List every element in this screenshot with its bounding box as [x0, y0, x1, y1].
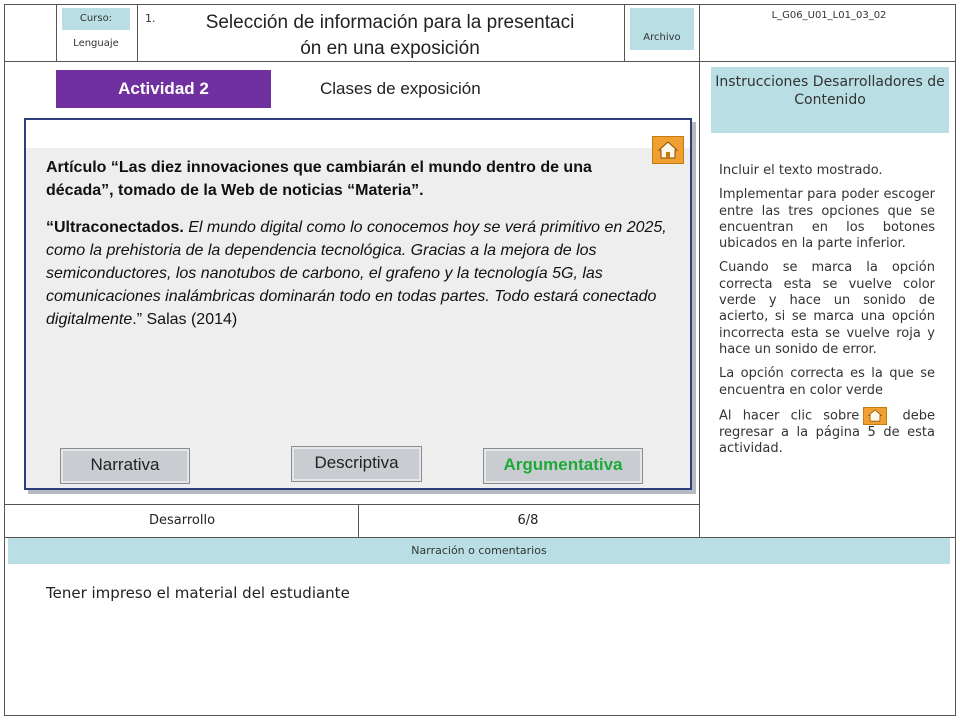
page-title — [160, 10, 620, 62]
quote-source: .” Salas (2014) — [132, 311, 238, 328]
instructions-text — [719, 163, 935, 465]
activity-badge: Actividad 2 — [56, 70, 271, 108]
quote-heading: “Ultraconectados. — [46, 219, 184, 236]
curso-value: Lenguaje — [73, 38, 119, 49]
narration-note: Tener impreso el material del estudiante — [46, 584, 350, 602]
page-title-line-1: Selección de información para la presentaci — [205, 12, 575, 33]
page-counter: 6/8 — [517, 513, 539, 528]
home-icon — [863, 407, 887, 425]
option-narrativa-button[interactable]: Narrativa — [60, 448, 190, 484]
page-title-line-2: ón en una exposición — [300, 38, 480, 59]
instruction-5 — [719, 407, 935, 458]
stage-label: Desarrollo — [148, 513, 216, 528]
article-intro-line-2: década”, tomado de la Web de noticias “Materia”. — [46, 182, 424, 199]
option-descriptiva-button[interactable]: Descriptiva — [291, 446, 422, 482]
instruction-2: Implementar para poder escoger entre las tres opciones que se encuentran en los botones ubicados en la parte inferior. — [719, 187, 935, 252]
instruction-1: Incluir el texto mostrado. — [719, 163, 883, 178]
archivo-label: Archivo — [630, 8, 694, 50]
lesson-number: 1. — [145, 12, 156, 25]
option-argumentativa-button[interactable]: Argumentativa — [483, 448, 643, 484]
instruction-4: La opción correcta es la que se encuentra en color verde — [719, 366, 935, 398]
file-code: L_G06_U01_L01_03_02 — [771, 10, 887, 21]
article-text — [46, 156, 682, 345]
instruction-3: Cuando se marca la opción correcta esta se vuelve color verde y hace un sonido de acierto, si se marca una opción incorrecta esta se vuelve roja y hace un sonido de error. — [719, 260, 935, 357]
curso-label: Curso: — [62, 8, 130, 30]
article-intro-line-1: Artículo “Las diez innovaciones que cambiarán el mundo dentro de una — [46, 159, 592, 176]
quote-body: El mundo digital como lo conocemos hoy se verá primitivo en 2025, como la prehistoria de la dependencia tecnológica. Gracias a la mejora de los semiconductores, los nanotubos de carbono, el grafeno y la tecnología 5G, las comunicaciones inalámbricas dominarán todo en todas partes. Todo estará conectado digitalmente — [46, 219, 667, 328]
article-intro — [46, 156, 682, 202]
instructions-header: Instrucciones Desarrolladores de Contenido — [711, 67, 949, 133]
article-quote — [46, 216, 682, 331]
narration-header: Narración o comentarios — [8, 538, 950, 564]
panel-top-bar — [24, 118, 692, 148]
instruction-5-start: Al hacer clic sobre — [719, 408, 860, 424]
activity-title: Clases de exposición — [320, 79, 481, 98]
instruction-5-end: debe regresar a la página 5 de esta actividad. — [719, 408, 935, 457]
